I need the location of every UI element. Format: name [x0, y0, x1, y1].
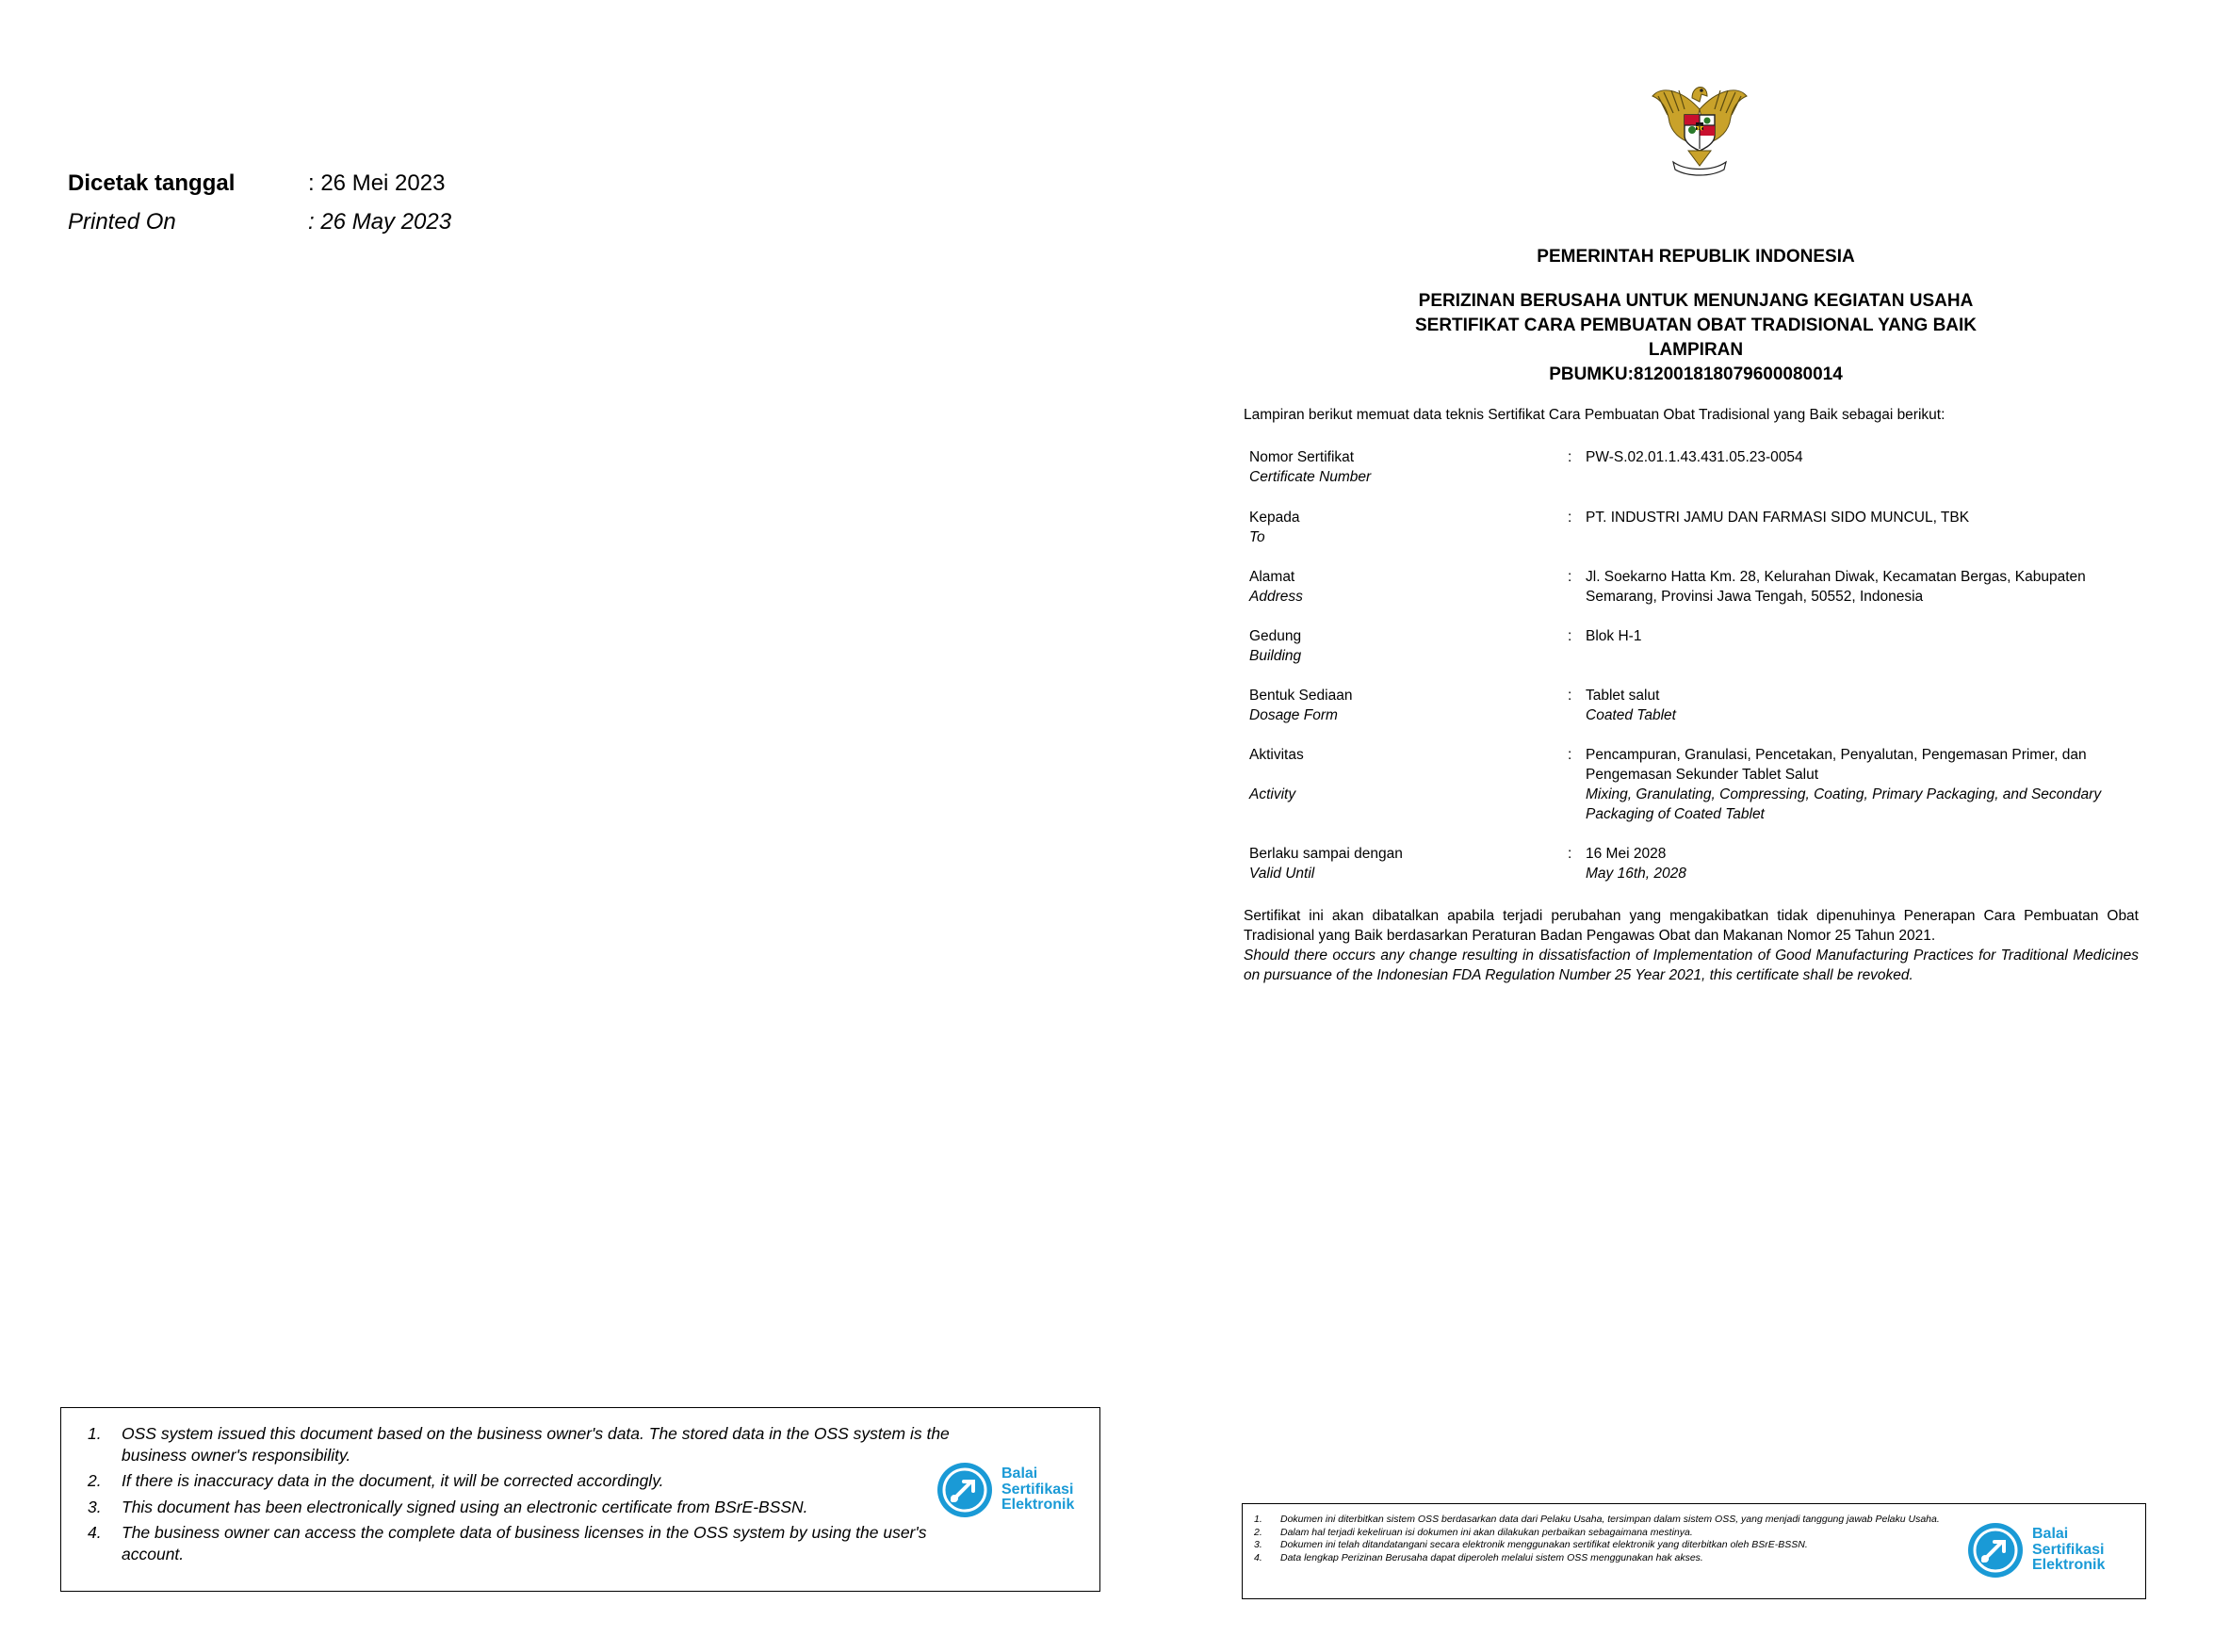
footer-notes-list	[1254, 1514, 1989, 1564]
list-text: This document has been electronically signed using an electronic certificate from BSrE-BSSN.	[122, 1497, 808, 1516]
list-text: The business owner can access the complete data of business licenses in the OSS system by using the user's account.	[122, 1523, 927, 1563]
field-value-id: Tablet salut	[1586, 688, 1660, 704]
field-value-id: 16 Mei 2028	[1586, 846, 1667, 862]
garuda-emblem-icon	[1645, 72, 1754, 181]
field-value-en: Coated Tablet	[1586, 707, 1676, 723]
printed-date-label-id: Dicetak tanggal	[68, 170, 236, 196]
bsre-text-line3: Elektronik	[1001, 1497, 1075, 1514]
list-text: OSS system issued this document based on the business owner's data. The stored data in the OSS system is the business owner's responsibility.	[122, 1424, 950, 1465]
list-text: If there is inaccuracy data in the document, it will be corrected accordingly.	[122, 1471, 664, 1490]
bsre-text-line1: Balai	[2032, 1525, 2069, 1542]
list-number: 4.	[1254, 1551, 1262, 1563]
heading-line3: LAMPIRAN	[1648, 340, 1744, 360]
field-label-id: Aktivitas	[1249, 747, 1304, 763]
intro-text: Lampiran berikut memuat data teknis Sertifikat Cara Pembuatan Obat Tradisional yang Baik sebagai berikut:	[1244, 407, 1945, 423]
field-label-id: Gedung	[1249, 628, 1302, 644]
list-number: 1.	[1254, 1514, 1262, 1525]
list-number: 3.	[1254, 1539, 1262, 1550]
bsre-text-line1: Balai	[1001, 1465, 1038, 1482]
list-number: 2.	[1254, 1526, 1262, 1538]
closing-text-id: Sertifikat ini akan dibatalkan apabila terjadi perubahan yang mengakibatkan tidak dipenuhinya Penerapan Cara Pembuatan Obat Tradisional yang Baik berdasarkan Peraturan Badan Pengawas Obat dan Makanan Nomor 25 Tahun 2021.	[1244, 908, 2139, 944]
field-colon: :	[1568, 569, 1572, 585]
field-label-id: Nomor Sertifikat	[1249, 449, 1355, 465]
bsre-text-line2: Sertifikasi	[2032, 1541, 2105, 1558]
heading-line1: PERIZINAN BERUSAHA UNTUK MENUNJANG KEGIATAN USAHA	[1418, 291, 1974, 311]
government-heading: PEMERINTAH REPUBLIK INDONESIA	[1537, 247, 1855, 267]
field-value-en: Mixing, Granulating, Compressing, Coating, Primary Packaging, and Secondary Packaging of Coated Tablet	[1586, 786, 2102, 822]
field-value-id: PW-S.02.01.1.43.431.05.23-0054	[1586, 449, 1803, 465]
field-colon: :	[1568, 449, 1572, 465]
list-item	[1254, 1552, 1989, 1565]
list-item	[1254, 1514, 1989, 1527]
field-label-en: Activity	[1249, 786, 1296, 802]
list-number: 1.	[88, 1424, 102, 1443]
printed-date-id-row	[68, 170, 445, 197]
list-text: Dokumen ini diterbitkan sistem OSS berdasarkan data dari Pelaku Usaha, tersimpan dalam sistem OSS, yang menjadi tanggung jawab Pelaku Usaha.	[1280, 1514, 1940, 1525]
heading-line2: SERTIFIKAT CARA PEMBUATAN OBAT TRADISIONAL YANG BAIK	[1414, 316, 1978, 335]
field-label-id: Bentuk Sediaan	[1249, 688, 1353, 704]
field-colon: :	[1568, 510, 1572, 526]
list-item	[1254, 1527, 1989, 1540]
printed-date-en-row	[68, 209, 451, 235]
printed-date-value-id: : 26 Mei 2023	[308, 170, 446, 196]
list-item	[1254, 1539, 1989, 1552]
printed-date-value-en: : 26 May 2023	[308, 209, 452, 235]
pbumku-number: PBUMKU:812001818079600080014	[1549, 364, 1843, 384]
printed-date-label-en: Printed On	[68, 209, 176, 235]
field-label-en: Certificate Number	[1249, 469, 1372, 485]
field-label-en: Address	[1249, 589, 1303, 605]
footer-notes-en	[60, 1407, 1100, 1592]
list-number: 4.	[88, 1523, 102, 1542]
field-colon: :	[1568, 747, 1572, 763]
bsre-text-line2: Sertifikasi	[1001, 1481, 1074, 1498]
field-label-en: To	[1249, 529, 1265, 545]
bsre-seal-icon	[936, 1461, 994, 1519]
list-text: Dokumen ini telah ditandatangani secara elektronik menggunakan sertifikat elektronik yang diterbitkan oleh BSrE-BSSN.	[1280, 1539, 1808, 1550]
footer-notes-list	[88, 1423, 992, 1569]
field-value-id: Jl. Soekarno Hatta Km. 28, Kelurahan Diwak, Kecamatan Bergas, Kabupaten Semarang, Provinsi Jawa Tengah, 50552, Indonesia	[1586, 569, 2086, 605]
certificate-page	[1244, 0, 2148, 1652]
field-value-id: Blok H-1	[1586, 628, 1642, 644]
field-label-en: Valid Until	[1249, 866, 1315, 882]
footer-notes-id	[1242, 1503, 2146, 1599]
field-label-id: Alamat	[1249, 569, 1295, 585]
list-item	[88, 1423, 992, 1466]
bsre-text-line3: Elektronik	[2032, 1557, 2106, 1574]
closing-statement	[1244, 906, 2139, 985]
list-item	[88, 1470, 992, 1492]
field-label-id: Berlaku sampai dengan	[1249, 846, 1403, 862]
field-value-id: Pencampuran, Granulasi, Pencetakan, Penyalutan, Pengemasan Primer, dan Pengemasan Sekunder Tablet Salut	[1586, 747, 2087, 783]
list-item	[88, 1497, 992, 1518]
field-label-en: Building	[1249, 648, 1302, 664]
bsre-logo	[936, 1461, 1074, 1519]
list-text: Dalam hal terjadi kekeliruan isi dokumen ini akan dilakukan perbaikan sebagaimana mestinya.	[1280, 1526, 1693, 1538]
field-label-en: Dosage Form	[1249, 707, 1338, 723]
bsre-logo	[1966, 1521, 2105, 1579]
field-colon: :	[1568, 628, 1572, 644]
field-label-id: Kepada	[1249, 510, 1300, 526]
list-number: 2.	[88, 1471, 102, 1490]
list-text: Data lengkap Perizinan Berusaha dapat diperoleh melalui sistem OSS menggunakan hak akses.	[1280, 1551, 1703, 1563]
list-item	[88, 1522, 992, 1564]
field-value-en: May 16th, 2028	[1586, 866, 1686, 882]
bsre-seal-icon	[1966, 1521, 2025, 1579]
field-colon: :	[1568, 846, 1572, 862]
closing-text-en: Should there occurs any change resulting in dissatisfaction of Implementation of Good Manufacturing Practices for Traditional Medicines on pursuance of the Indonesian FDA Regulation Number 25 Year 2021, this certificate shall be revoked.	[1244, 947, 2139, 983]
field-colon: :	[1568, 688, 1572, 704]
field-value-id: PT. INDUSTRI JAMU DAN FARMASI SIDO MUNCUL, TBK	[1586, 510, 1970, 526]
list-number: 3.	[88, 1497, 102, 1516]
